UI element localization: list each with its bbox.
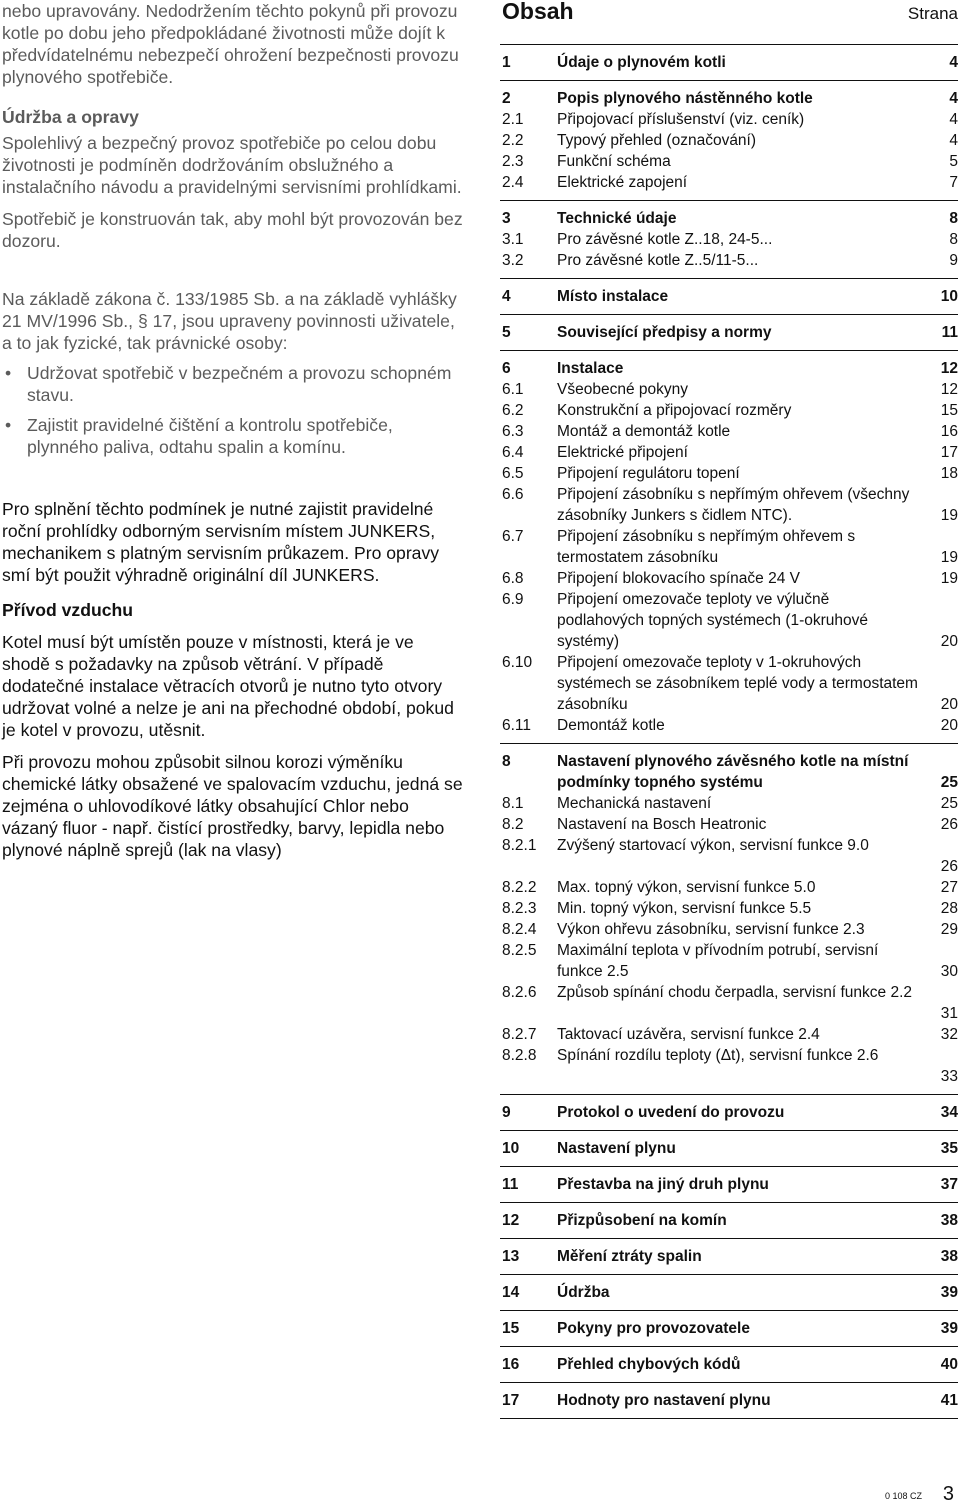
air-supply-paragraph: Kotel musí být umístěn pouze v místnosti, která je ve shodě s požadavky na způsob větrání. V případě dodatečné instalace větracích otvorů je nutno tyto otvory udržovat volné a nelze je ani na přechodné období, pokud je kotel v provozu, utěsnit. <box>2 632 454 740</box>
toc-entry-page: 15 <box>940 402 958 419</box>
toc-chapter-row[interactable] <box>500 322 958 343</box>
toc-section <box>500 1131 958 1167</box>
toc-subsection-row[interactable] <box>500 421 958 442</box>
toc-entry-number: 8.2 <box>502 816 524 833</box>
toc-entry-number: 6.9 <box>502 591 524 608</box>
toc-subsection-row[interactable] <box>500 814 958 835</box>
toc-subsection-row[interactable] <box>500 589 958 652</box>
toc-entry-number: 2 <box>502 90 511 107</box>
toc-entry-page: 26 <box>940 816 958 833</box>
toc-entry-title: Přestavba na jiný druh plynu <box>557 1176 769 1193</box>
toc-section <box>500 201 958 279</box>
toc-entry-number: 8.2.3 <box>502 900 537 917</box>
toc-section <box>500 744 958 1095</box>
toc-entry-page: 32 <box>940 1026 958 1043</box>
toc-subsection-row[interactable] <box>500 793 958 814</box>
toc-entry-title: Související předpisy a normy <box>557 324 772 341</box>
law-paragraph: Na základě zákona č. 133/1985 Sb. a na základě vyhlášky 21 MV/1996 Sb., § 17, jsou upraveny povinnosti uživatele, a to jak fyzické, tak právnické osoby: <box>2 289 457 353</box>
toc-entry-page: 4 <box>949 132 958 149</box>
toc-chapter-row[interactable] <box>500 751 958 793</box>
toc-section <box>500 279 958 315</box>
toc-entry-page: 17 <box>940 444 958 461</box>
toc-entry-title: Taktovací uzávěra, servisní funkce 2.4 <box>557 1026 820 1043</box>
toc-entry-title: Elektrické zapojení <box>557 174 688 191</box>
toc-entry-number: 3.1 <box>502 231 524 248</box>
toc-entry-number: 6.7 <box>502 528 524 545</box>
toc-entry-title: Montáž a demontáž kotle <box>557 423 731 440</box>
toc-entry-number: 6.8 <box>502 570 524 587</box>
table-of-contents <box>500 0 958 1419</box>
toc-subsection-row[interactable] <box>500 379 958 400</box>
toc-subsection-row[interactable] <box>500 982 958 1024</box>
toc-entry-title: Připojovací příslušenství (viz. ceník) <box>557 111 805 128</box>
toc-entry-title: Údaje o plynovém kotli <box>557 54 726 71</box>
toc-entry-number: 8.2.6 <box>502 984 537 1001</box>
unattended-paragraph: Spotřebič je konstruován tak, aby mohl být provozován bez dozoru. <box>2 209 463 251</box>
toc-chapter-row[interactable] <box>500 1354 958 1375</box>
toc-section <box>500 1239 958 1275</box>
toc-entry-title: Místo instalace <box>557 288 669 305</box>
toc-entry-page: 39 <box>940 1284 958 1301</box>
toc-entry-page: 8 <box>949 231 958 248</box>
toc-entry-page: 12 <box>940 360 958 377</box>
toc-subsection-row[interactable] <box>500 898 958 919</box>
toc-entry-title: Nastavení plynu <box>557 1140 676 1157</box>
toc-subsection-row[interactable] <box>500 877 958 898</box>
toc-entry-page: 4 <box>949 111 958 128</box>
toc-entry-title: Pro závěsné kotle Z..5/11-5... <box>557 252 759 269</box>
toc-subsection-row[interactable] <box>500 1024 958 1045</box>
toc-entry-title: Pro závěsné kotle Z..18, 24-5... <box>557 231 773 248</box>
toc-entry-title: Připojení regulátoru topení <box>557 465 740 482</box>
toc-subsection-row[interactable] <box>500 1045 958 1087</box>
toc-entry-page: 27 <box>940 879 958 896</box>
toc-chapter-row[interactable] <box>500 1102 958 1123</box>
toc-entry-title: Výkon ohřevu zásobníku, servisní funkce 2.3 <box>557 921 865 938</box>
toc-entry-number: 11 <box>502 1176 519 1193</box>
toc-chapter-row[interactable] <box>500 88 958 109</box>
toc-section <box>500 1095 958 1131</box>
toc-entry-page: 19 <box>940 507 958 524</box>
maintenance-paragraph: Spolehlivý a bezpečný provoz spotřebiče po celou dobu životnosti je podmíněn dodržováním obslužného a instalačního návodu a pravidelnými servisními prohlídkami. <box>2 133 462 197</box>
toc-entry-page: 25 <box>940 774 958 791</box>
toc-entry-page: 28 <box>940 900 958 917</box>
toc-entry-page: 12 <box>940 381 958 398</box>
toc-subsection-row[interactable] <box>500 715 958 736</box>
toc-subsection-row[interactable] <box>500 109 958 130</box>
toc-entry-number: 3 <box>502 210 511 227</box>
toc-entry-title: Připojení zásobníku s nepřímým ohřevem (všechny zásobníky Junkers s čidlem NTC). <box>557 486 910 524</box>
toc-chapter-row[interactable] <box>500 1138 958 1159</box>
toc-entry-number: 8.1 <box>502 795 524 812</box>
toc-entry-title: Přizpůsobení na komín <box>557 1212 727 1229</box>
toc-entry-page: 34 <box>940 1104 958 1121</box>
toc-entry-page: 20 <box>940 633 958 650</box>
toc-entry-title: Pokyny pro provozovatele <box>557 1320 750 1337</box>
toc-entry-title: Funkční schéma <box>557 153 671 170</box>
toc-entry-title: Nastavení plynového závěsného kotle na místní podmínky topného systému <box>557 753 909 791</box>
left-column <box>2 0 464 861</box>
toc-entry-number: 9 <box>502 1104 511 1121</box>
toc-entry-page: 29 <box>940 921 958 938</box>
toc-section <box>500 1383 958 1419</box>
toc-entry-page: 39 <box>940 1320 958 1337</box>
toc-entry-page: 37 <box>940 1176 958 1193</box>
toc-section <box>500 1347 958 1383</box>
toc-entry-title: Konstrukční a připojovací rozměry <box>557 402 792 419</box>
toc-title: Obsah <box>502 0 574 24</box>
toc-entry-number: 2.1 <box>502 111 524 128</box>
toc-entry-number: 14 <box>502 1284 520 1301</box>
toc-entry-number: 6.11 <box>502 717 532 734</box>
toc-entry-page: 18 <box>940 465 958 482</box>
toc-entry-page: 25 <box>940 795 958 812</box>
toc-entry-page: 26 <box>940 858 958 875</box>
toc-entry-page: 20 <box>940 696 958 713</box>
toc-entry-title: Popis plynového nástěnného kotle <box>557 90 813 107</box>
toc-entry-number: 6.5 <box>502 465 524 482</box>
toc-entry-number: 6.3 <box>502 423 524 440</box>
toc-chapter-row[interactable] <box>500 286 958 307</box>
toc-entry-title: Mechanická nastavení <box>557 795 712 812</box>
toc-header <box>500 0 958 45</box>
toc-chapter-row[interactable] <box>500 1174 958 1195</box>
toc-entry-number: 8.2.2 <box>502 879 537 896</box>
toc-entry-number: 3.2 <box>502 252 524 269</box>
intro-paragraph: nebo upravovány. Nedodržením těchto pokynů při provozu kotle po dobu jeho předpokládané životnosti může dojít k předvídatelnému nebezpečí ohrožení bezpečnosti provozu plynového spotřebiče. <box>2 1 459 87</box>
toc-subsection-row[interactable] <box>500 484 958 526</box>
toc-section <box>500 1167 958 1203</box>
obligations-list <box>2 362 464 458</box>
toc-entry-number: 6.10 <box>502 654 533 671</box>
toc-entry-number: 17 <box>502 1392 520 1409</box>
service-paragraph: Pro splnění těchto podmínek je nutné zajistit pravidelné roční prohlídky odborným servisním místem JUNKERS, mechanikem s platným servisním průkazem. Pro opravy smí být použit výhradně originální díl JUNKERS. <box>2 499 440 585</box>
toc-subsection-row[interactable] <box>500 250 958 271</box>
toc-entry-page: 38 <box>940 1212 958 1229</box>
toc-entry-page: 19 <box>940 570 958 587</box>
toc-page-label: Strana <box>907 4 958 23</box>
toc-entry-title: Typový přehled (označování) <box>557 132 757 149</box>
toc-entry-title: Nastavení na Bosch Heatronic <box>557 816 767 833</box>
toc-entry-page: 16 <box>940 423 958 440</box>
toc-subsection-row[interactable] <box>500 940 958 982</box>
toc-subsection-row[interactable] <box>500 151 958 172</box>
toc-entry-number: 12 <box>502 1212 520 1229</box>
toc-entry-title: Zvýšený startovací výkon, servisní funkce 9.0 <box>557 837 869 854</box>
toc-section <box>500 45 958 81</box>
toc-entry-page: 11 <box>941 324 958 341</box>
toc-chapter-row[interactable] <box>500 358 958 379</box>
heading-maintenance: Údržba a opravy <box>2 107 139 127</box>
toc-entry-page: 31 <box>940 1005 958 1022</box>
toc-subsection-row[interactable] <box>500 130 958 151</box>
toc-entry-number: 10 <box>502 1140 520 1157</box>
toc-entry-number: 8.2.1 <box>502 837 537 854</box>
toc-entry-title: Hodnoty pro nastavení plynu <box>557 1392 771 1409</box>
toc-entry-page: 5 <box>949 153 958 170</box>
corrosion-paragraph: Při provozu mohou způsobit silnou korozi výměníku chemické látky obsažené ve spalovacím vzduchu, jedná se zejména o uhlovodíkové látky obsahující Chlor nebo vázaný fluor - např. čistící prostředky, barvy, lepidla nebo plynové náplně sprejů (lak na vlasy) <box>2 752 463 860</box>
toc-subsection-row[interactable] <box>500 919 958 940</box>
toc-entry-number: 15 <box>502 1320 520 1337</box>
toc-entry-number: 16 <box>502 1356 520 1373</box>
toc-entry-page: 4 <box>949 54 958 71</box>
toc-chapter-row[interactable] <box>500 1210 958 1231</box>
toc-entry-number: 6.2 <box>502 402 524 419</box>
toc-entry-title: Způsob spínání chodu čerpadla, servisní funkce 2.2 <box>557 984 912 1001</box>
toc-entry-number: 6.6 <box>502 486 524 503</box>
toc-entry-page: 10 <box>940 288 958 305</box>
toc-entry-title: Protokol o uvedení do provozu <box>557 1104 785 1121</box>
toc-entry-title: Údržba <box>557 1284 610 1301</box>
toc-entry-title: Všeobecné pokyny <box>557 381 688 398</box>
toc-subsection-row[interactable] <box>500 442 958 463</box>
toc-entry-number: 2.2 <box>502 132 524 149</box>
toc-entry-number: 8.2.8 <box>502 1047 537 1064</box>
toc-entry-title: Elektrické připojení <box>557 444 688 461</box>
toc-entry-number: 8 <box>502 753 511 770</box>
toc-entry-title: Demontáž kotle <box>557 717 665 734</box>
toc-entry-number: 2.4 <box>502 174 524 191</box>
toc-entry-page: 9 <box>949 252 958 269</box>
toc-entry-title: Spínání rozdílu teploty (Δt), servisní funkce 2.6 <box>557 1047 879 1064</box>
toc-entry-number: 4 <box>502 288 511 305</box>
toc-entry-title: Připojení omezovače teploty ve výlučně podlahových topných systémech (1-okruhové systémy) <box>557 591 869 650</box>
list-item: • Zajistit pravidelné čištění a kontrolu spotřebiče, plynného paliva, odtahu spalin a komínu. <box>2 414 464 458</box>
toc-entry-number: 8.2.5 <box>502 942 537 959</box>
toc-chapter-row[interactable] <box>500 1318 958 1339</box>
toc-subsection-row[interactable] <box>500 400 958 421</box>
toc-entry-page: 30 <box>940 963 958 980</box>
toc-entry-title: Přehled chybových kódů <box>557 1356 741 1373</box>
toc-entry-page: 20 <box>940 717 958 734</box>
toc-chapter-row[interactable] <box>500 1246 958 1267</box>
toc-subsection-row[interactable] <box>500 172 958 193</box>
document-code: 0 108 CZ <box>884 1491 922 1501</box>
toc-entry-title: Max. topný výkon, servisní funkce 5.0 <box>557 879 816 896</box>
heading-air-supply: Přívod vzduchu <box>2 600 133 620</box>
toc-entry-page: 33 <box>940 1068 958 1085</box>
toc-subsection-row[interactable] <box>500 463 958 484</box>
toc-entry-title: Připojení blokovacího spínače 24 V <box>557 570 800 587</box>
toc-entry-page: 7 <box>949 174 958 191</box>
toc-entry-page: 40 <box>940 1356 958 1373</box>
toc-entry-number: 13 <box>502 1248 520 1265</box>
toc-subsection-row[interactable] <box>500 526 958 568</box>
toc-entry-number: 2.3 <box>502 153 524 170</box>
toc-chapter-row[interactable] <box>500 1282 958 1303</box>
toc-section <box>500 81 958 201</box>
toc-list <box>500 45 958 1419</box>
toc-entry-number: 6 <box>502 360 511 377</box>
toc-entry-title: Min. topný výkon, servisní funkce 5.5 <box>557 900 812 917</box>
toc-entry-number: 1 <box>502 54 511 71</box>
toc-section <box>500 1203 958 1239</box>
toc-section <box>500 1311 958 1347</box>
toc-subsection-row[interactable] <box>500 229 958 250</box>
toc-entry-page: 38 <box>940 1248 958 1265</box>
toc-section <box>500 351 958 744</box>
toc-entry-title: Měření ztráty spalin <box>557 1248 702 1265</box>
toc-section <box>500 1275 958 1311</box>
toc-entry-number: 8.2.4 <box>502 921 537 938</box>
toc-chapter-row[interactable] <box>500 52 958 73</box>
toc-entry-number: 6.1 <box>502 381 524 398</box>
toc-entry-number: 5 <box>502 324 511 341</box>
toc-subsection-row[interactable] <box>500 652 958 715</box>
toc-entry-title: Maximální teplota v přívodním potrubí, servisní funkce 2.5 <box>557 942 879 980</box>
toc-entry-title: Připojení zásobníku s nepřímým ohřevem s termostatem zásobníku <box>557 528 856 566</box>
toc-subsection-row[interactable] <box>500 568 958 589</box>
page-number: 3 <box>942 1483 954 1505</box>
toc-entry-number: 8.2.7 <box>502 1026 537 1043</box>
list-item: • Udržovat spotřebič v bezpečném a provozu schopném stavu. <box>2 362 464 406</box>
toc-entry-page: 35 <box>940 1140 958 1157</box>
toc-entry-page: 8 <box>949 210 958 227</box>
toc-entry-title: Instalace <box>557 360 624 377</box>
toc-entry-title: Technické údaje <box>557 210 677 227</box>
toc-subsection-row[interactable] <box>500 835 958 877</box>
toc-chapter-row[interactable] <box>500 208 958 229</box>
toc-entry-page: 19 <box>940 549 958 566</box>
toc-entry-number: 6.4 <box>502 444 524 461</box>
toc-entry-page: 4 <box>949 90 958 107</box>
toc-section <box>500 315 958 351</box>
toc-entry-page: 41 <box>940 1392 958 1409</box>
toc-entry-title: Připojení omezovače teploty v 1-okruhových systémech se zásobníkem teplé vody a termostatem zásobníku <box>557 654 918 713</box>
toc-chapter-row[interactable] <box>500 1390 958 1411</box>
